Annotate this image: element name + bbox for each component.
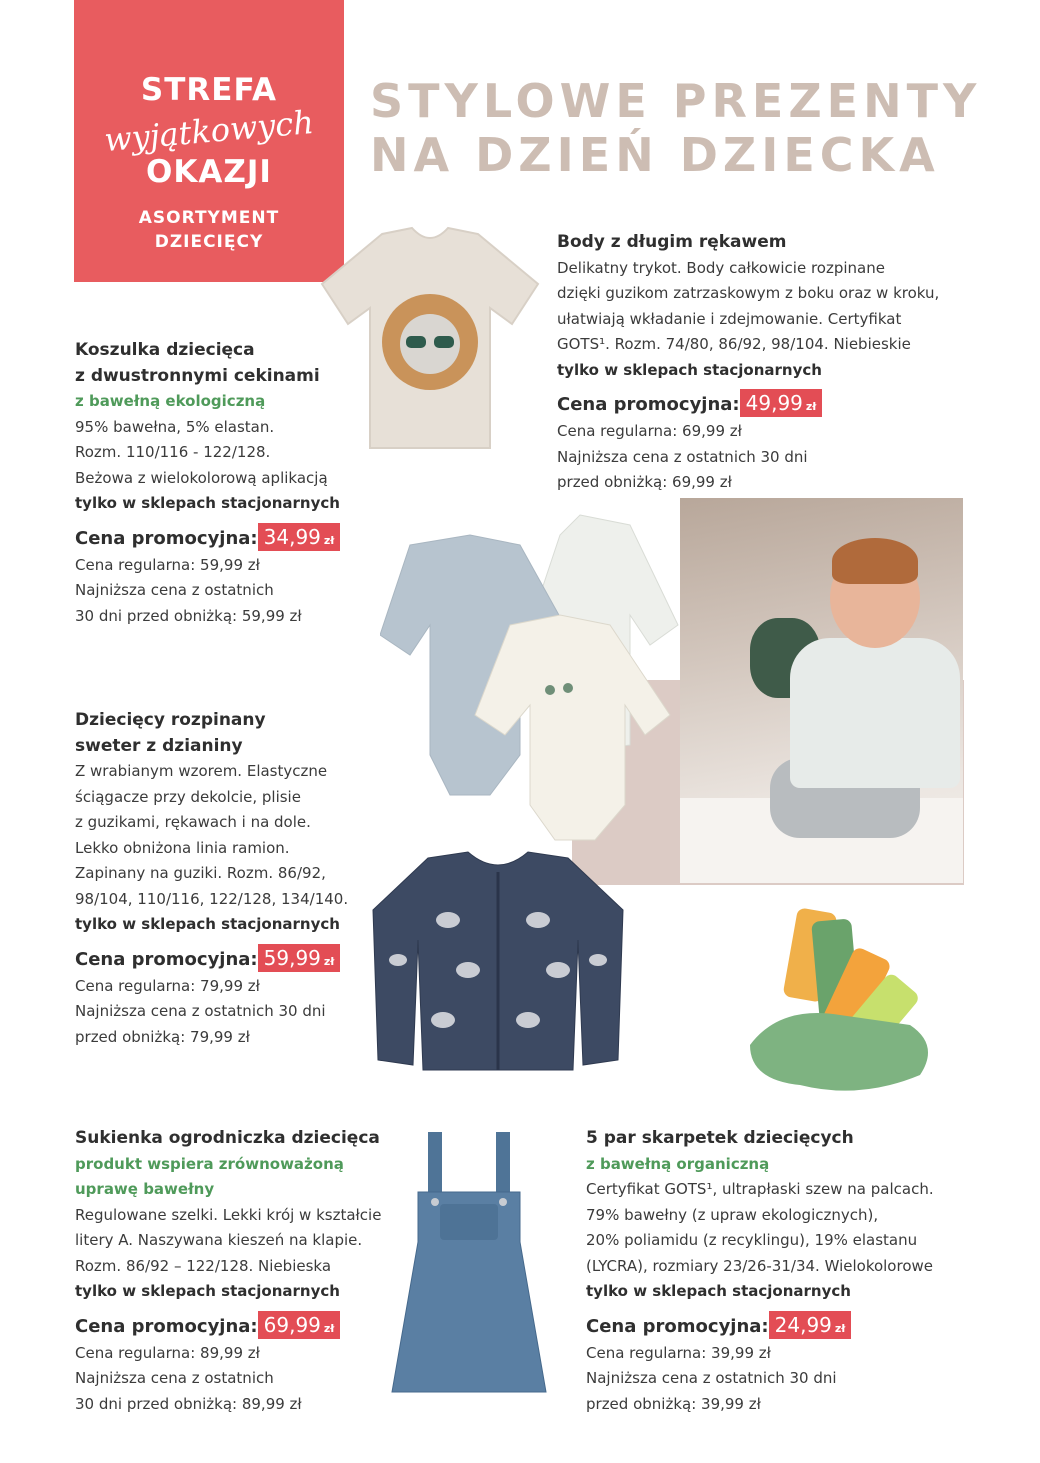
socks-image	[740, 905, 950, 1105]
body-lowest-1: Najniższa cena z ostatnich 30 dni	[557, 447, 808, 466]
tshirt-lowest-1: Najniższa cena z ostatnich	[75, 581, 274, 599]
sweater-promo	[75, 944, 375, 974]
body-price: 49,99 zł	[740, 389, 823, 417]
sweater-promo-label: Cena promocyjna:	[75, 948, 258, 970]
body-lowest-2: przed obniżką: 69,99 zł	[557, 473, 732, 491]
socks-desc-4: (LYCRA), rozmiary 23/26-31/34. Wielokolorowe	[586, 1256, 933, 1275]
socks-title: 5 par skarpetek dziecięcych	[586, 1128, 854, 1148]
dress-eco-2: uprawę bawełny	[75, 1180, 215, 1198]
product-tshirt	[75, 338, 365, 629]
dress-promo	[75, 1311, 405, 1341]
tshirt-title-1: Koszulka dziecięca	[75, 340, 255, 360]
socks-lowest-2: przed obniżką: 39,99 zł	[586, 1394, 761, 1413]
dress-promo-label: Cena promocyjna:	[75, 1315, 258, 1337]
body-desc-2: dzięki guzikom zatrzaskowym z boku oraz w kroku,	[557, 284, 940, 302]
dress-desc-2: litery A. Naszywana kieszeń na klapie.	[75, 1231, 363, 1249]
product-dress	[75, 1126, 405, 1417]
dress-eco-1: produkt wspiera zrównoważoną	[75, 1154, 344, 1173]
sweater-title-1: Dziecięcy rozpinany	[75, 710, 266, 730]
badge-line-4b: DZIECIĘCY	[154, 232, 264, 252]
tshirt-price: 34,99 zł	[258, 523, 341, 551]
body-desc-4: GOTS¹. Rozm. 74/80, 86/92, 98/104. Niebieskie	[557, 335, 911, 353]
child-body	[790, 638, 960, 788]
sweater-store-note: tylko w sklepach stacjonarnych	[75, 915, 340, 933]
cardigan-image	[368, 850, 630, 1080]
dress-title: Sukienka ogrodniczka dziecięca	[75, 1128, 380, 1148]
body-promo	[557, 389, 977, 419]
tshirt-promo-label: Cena promocyjna:	[75, 527, 258, 549]
tshirt-promo	[75, 523, 365, 553]
dress-desc-1: Regulowane szelki. Lekki krój w kształcie	[75, 1205, 382, 1224]
promo-badge	[74, 0, 344, 282]
socks-promo	[586, 1311, 1006, 1341]
tshirt-desc-1: 95% bawełna, 5% elastan.	[75, 417, 275, 436]
dress-store-note: tylko w sklepach stacjonarnych	[75, 1282, 340, 1300]
headline-line-1: STYLOWE PREZENTY	[370, 74, 982, 128]
tshirt-title-2: z dwustronnymi cekinami	[75, 365, 320, 386]
body-promo-label: Cena promocyjna:	[557, 394, 740, 415]
badge-line-2: wyjątkowych	[102, 102, 316, 160]
socks-desc-3: 20% poliamidu (z recyklingu), 19% elastanu	[586, 1231, 918, 1249]
sweater-desc-4: Lekko obniżona linia ramion.	[75, 838, 290, 857]
dress-desc-3: Rozm. 86/92 – 122/128. Niebieska	[75, 1256, 332, 1275]
body-store-note: tylko w sklepach stacjonarnych	[557, 360, 822, 379]
body-desc-3: ułatwiają wkładanie i zdejmowanie. Certyfikat	[557, 309, 902, 328]
badge-line-4	[74, 206, 344, 254]
badge-line-3: OKAZJI	[146, 154, 272, 190]
product-socks	[586, 1126, 1006, 1417]
socks-eco: z bawełną organiczną	[586, 1154, 770, 1173]
sweater-desc-1: Z wrabianym wzorem. Elastyczne	[75, 762, 328, 780]
tshirt-store-note: tylko w sklepach stacjonarnych	[75, 494, 340, 512]
frog-sock-icon	[750, 1013, 928, 1091]
tshirt-desc-3: Beżowa z wielokolorową aplikacją	[75, 468, 328, 487]
tshirt-eco: z bawełną ekologiczną	[75, 392, 266, 410]
sweater-desc-2: ściągacze przy dekolcie, plisie	[75, 787, 301, 806]
bodysuits-image	[380, 505, 680, 845]
body-desc-1: Delikatny trykot. Body całkowicie rozpinane	[557, 258, 885, 277]
dress-lowest-2: 30 dni przed obniżką: 89,99 zł	[75, 1394, 302, 1413]
headline-line-2: NA DZIEŃ DZIECKA	[370, 128, 940, 182]
sweater-price: 59,99 zł	[258, 944, 341, 972]
badge-line-1: STREFA	[140, 72, 278, 108]
product-sweater	[75, 708, 375, 1050]
socks-regular: Cena regularna: 39,99 zł	[586, 1343, 771, 1362]
page-headline	[370, 74, 981, 182]
socks-desc-2: 79% bawełny (z upraw ekologicznych),	[586, 1205, 879, 1224]
sweater-desc-5: Zapinany na guziki. Rozm. 86/92,	[75, 864, 326, 882]
sweater-desc-3: z guzikami, rękawach i na dole.	[75, 813, 311, 831]
socks-price: 24,99 zł	[769, 1311, 852, 1339]
child-photo	[680, 498, 963, 883]
sweater-desc-6: 98/104, 110/116, 122/128, 134/140.	[75, 889, 349, 908]
white-bodysuit-icon	[475, 615, 670, 840]
dress-lowest-1: Najniższa cena z ostatnich	[75, 1369, 274, 1387]
socks-desc-1: Certyfikat GOTS¹, ultrapłaski szew na palcach.	[586, 1180, 934, 1198]
tshirt-lowest-2: 30 dni przed obniżką: 59,99 zł	[75, 606, 302, 625]
sweater-title-2: sweter z dzianiny	[75, 735, 243, 756]
sweater-regular: Cena regularna: 79,99 zł	[75, 976, 260, 995]
dress-image	[378, 1132, 560, 1400]
body-regular: Cena regularna: 69,99 zł	[557, 422, 742, 440]
tshirt-desc-2: Rozm. 110/116 - 122/128.	[75, 443, 271, 461]
body-title: Body z długim rękawem	[557, 232, 787, 252]
dress-regular: Cena regularna: 89,99 zł	[75, 1343, 260, 1362]
socks-promo-label: Cena promocyjna:	[586, 1315, 769, 1337]
child-hair	[832, 538, 918, 584]
socks-lowest-1: Najniższa cena z ostatnich 30 dni	[586, 1369, 837, 1387]
sweater-lowest-1: Najniższa cena z ostatnich 30 dni	[75, 1002, 326, 1020]
tshirt-regular: Cena regularna: 59,99 zł	[75, 555, 260, 574]
sweater-lowest-2: przed obniżką: 79,99 zł	[75, 1027, 250, 1046]
socks-store-note: tylko w sklepach stacjonarnych	[586, 1282, 851, 1300]
product-body	[557, 230, 977, 496]
dress-price: 69,99 zł	[258, 1311, 341, 1339]
badge-line-4a: ASORTYMENT	[138, 208, 280, 228]
